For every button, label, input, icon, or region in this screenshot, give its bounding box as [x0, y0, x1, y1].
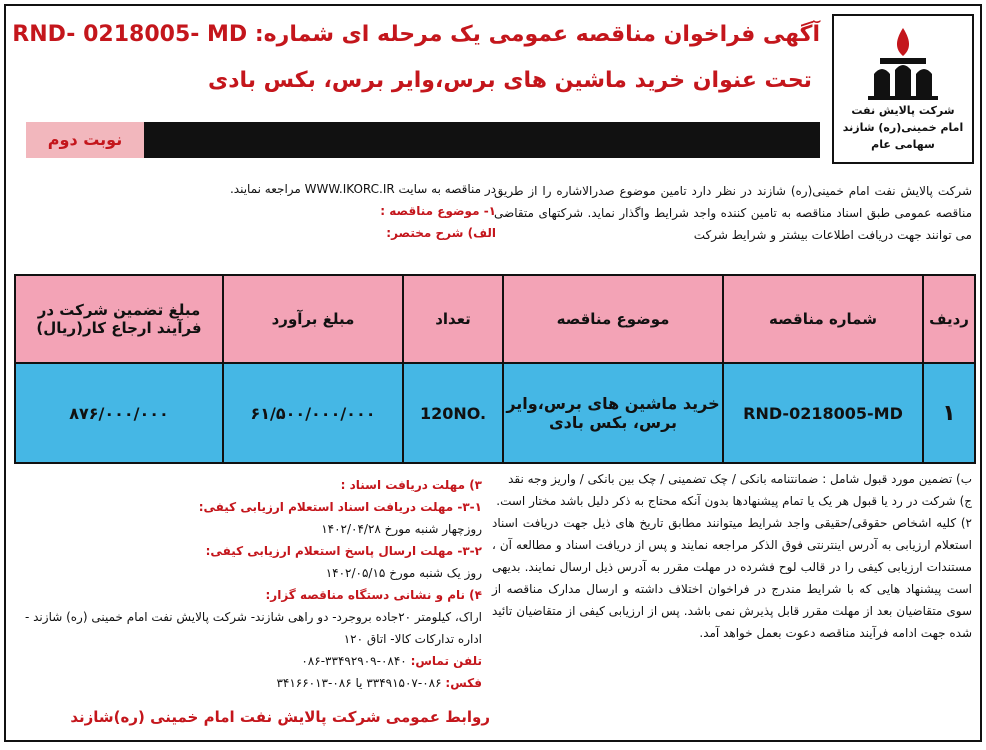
address-value: اراک، کیلومتر ۲۰جاده بروجرد- دو راهی شازند- شرکت پالایش نفت امام خمینی (ره) شازند - اداره تدارکات کالا- اتاق ۱۲۰: [24, 610, 482, 646]
cell-quantity: 120NO.: [403, 363, 503, 463]
header-estimated-amount: مبلغ برآورد: [223, 275, 403, 363]
logo-company-line-1: شرکت پالایش نفت: [851, 104, 955, 117]
table-row: [15, 363, 975, 463]
phone-value: ۰۸۴۰-۳۳۴۹۲۹۰۹-۰۸۶: [301, 654, 407, 668]
fax-value: ۰۸۶-۳۳۴۹۱۵۰۷ یا ۰۸۶-۳۴۱۶۶۰۱۳: [276, 676, 442, 690]
phone-line: [20, 650, 482, 672]
rejection-clause: ج) شرکت در رد یا قبول هر یک یا تمام پیشنهادها بدون آنکه محتاج به ذکر دلیل باشد مختار است.: [496, 494, 972, 508]
cell-guarantee-amount: ۸۷۶/۰۰۰/۰۰۰: [15, 363, 223, 463]
fax-line: [20, 672, 482, 694]
cell-tender-number: RND-0218005-MD: [723, 363, 923, 463]
phone-label: تلفن تماس:: [410, 654, 482, 668]
public-relations-signature: روابط عمومی شرکت پالایش نفت امام خمینی (ره)شازند: [70, 708, 490, 726]
address-heading: ۴) نام و نشانی دستگاه مناقصه گزار:: [265, 588, 482, 602]
header-guarantee-amount: مبلغ تضمین شرکت در فرآیند ارجاع کار(ریال): [15, 275, 223, 363]
round-badge: نوبت دوم: [26, 122, 144, 158]
cell-estimated-amount: ۶۱/۵۰۰/۰۰۰/۰۰۰: [223, 363, 403, 463]
header-tender-number: شماره مناقصه: [723, 275, 923, 363]
deadlines-column: [20, 474, 482, 694]
table-header-row: [15, 275, 975, 363]
logo-company-line-3: سهامی عام: [871, 138, 935, 151]
header-tender-subject: موضوع مناقصه: [503, 275, 723, 363]
deadline-3-2-value: روز یک شنبه مورخ ۱۴۰۲/۰۵/۱۵: [325, 566, 482, 580]
conditions-column: [492, 468, 972, 644]
tender-table: [14, 274, 976, 464]
deadline-heading: ۳) مهلت دریافت اسناد :: [340, 478, 482, 492]
intro-paragraph: شرکت پالایش نفت امام خمینی(ره) شازند در نظر دارد تامین موضوع صدرالاشاره را از طریق مناقصه عمومی طبق اسناد مناقصه به تامین کننده واجد شرایط واگذار نماید. شرکتهای متقاضی می توانند جهت دریافت اطلاعات بیشتر و شرایط شرکت: [494, 184, 972, 242]
notice-subtitle: تحت عنوان خرید ماشین های برس،وایر برس، بکس بادی: [208, 68, 812, 93]
notice-title: آگهی فراخوان مناقصه عمومی یک مرحله ای شماره: RND- 0218005- MD: [12, 22, 820, 47]
subject-heading: ۱- موضوع مناقصه :: [380, 204, 496, 218]
deadline-3-1-value: روزچهار شنبه مورخ ۱۴۰۲/۰۴/۲۸: [321, 522, 482, 536]
header-bar: [26, 122, 820, 158]
deadline-3-1-heading: ۳-۱- مهلت دریافت اسناد استعلام ارزیابی کیفی:: [198, 500, 482, 514]
header-quantity: تعداد: [403, 275, 503, 363]
intro-continuation-block: [16, 178, 496, 244]
intro-continuation: در مناقصه به سایت WWW.IKORC.IR مراجعه نمایند.: [229, 182, 496, 196]
logo-company-line-2: امام خمینی(ره) شازند: [842, 121, 964, 134]
brief-heading: الف) شرح مختصر:: [386, 226, 496, 240]
refinery-logo-icon: [860, 22, 946, 102]
cell-row-number: ۱: [923, 363, 975, 463]
deadline-3-2-heading: ۳-۲- مهلت ارسال پاسخ استعلام ارزیابی کیفی:: [205, 544, 482, 558]
company-logo-box: [832, 14, 974, 164]
eligibility-clause: ۲) کلیه اشخاص حقوقی/حقیقی واجد شرایط میتوانند مطابق تاریخ های ذیل جهت دریافت اسناد استعلام ارزیابی به آدرس اینترنتی فوق الذکر مراجعه نمایند و پس از دریافت اسناد و مطالعه آن ، مستندات ارزیابی کیفی را در قالب لوح فشرده در مهلت مقرر به آدرس ذیل ارسال نمایند. بدیهی است پیشنهاد هایی که با شرایط مندرج در فراخوان اختلاف داشته و ارسال مدارک مناقصه از سوی متقاضیان بعد از مهلت مقرر قابل پذیرش نمی باشد. پس از ارزیابی کیفی از متقاضیان تائید شده جهت ادامه فرآیند مناقصه دعوت بعمل خواهد آمد.: [492, 516, 972, 640]
guarantee-types: ب) تضمین مورد قبول شامل : ضمانتنامه بانکی / چک تضمینی / چک بین بانکی / واریز وجه نقد: [508, 472, 972, 486]
fax-label: فکس:: [445, 676, 482, 690]
tender-notice: [4, 4, 982, 742]
header-row-number: ردیف: [923, 275, 975, 363]
cell-tender-subject: خرید ماشین های برس،وایر برس، بکس بادی: [503, 363, 723, 463]
